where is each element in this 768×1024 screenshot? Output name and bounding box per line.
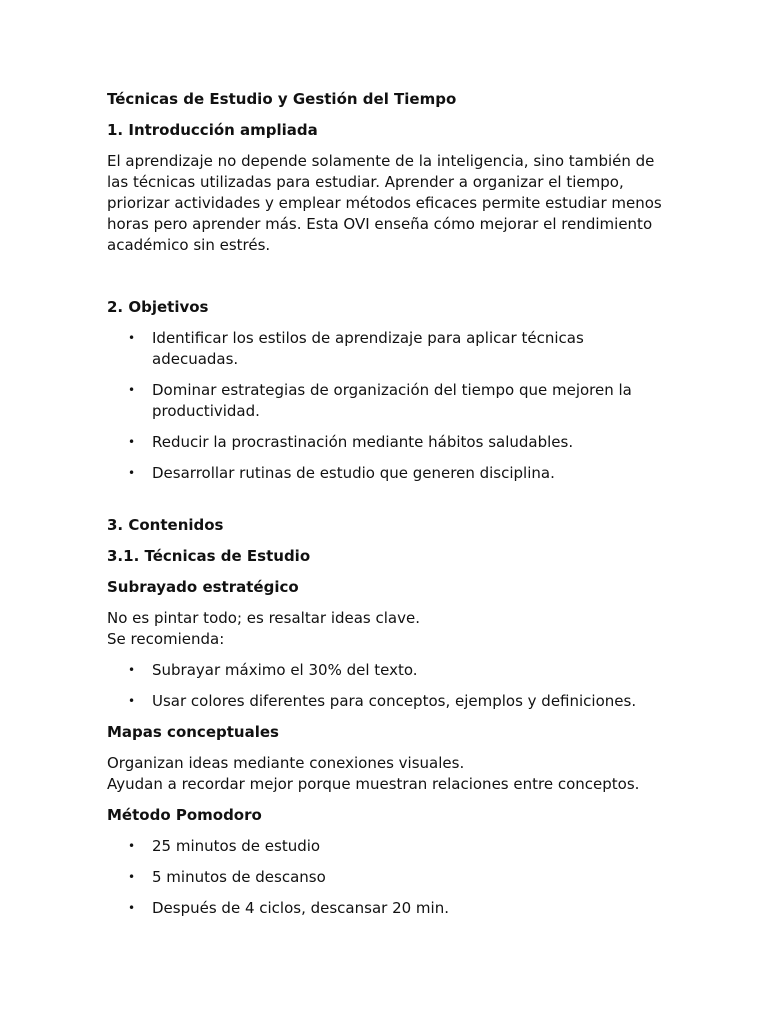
list-item <box>107 328 667 370</box>
intro-heading: 1. Introducción ampliada <box>107 121 318 139</box>
concept-maps-heading: Mapas conceptuales <box>107 723 279 741</box>
bullet-icon: • <box>128 383 136 397</box>
pomodoro-list <box>107 836 667 919</box>
list-item <box>107 380 667 422</box>
document-page <box>107 89 667 919</box>
bullet-icon: • <box>128 331 136 345</box>
list-item <box>107 660 667 681</box>
objective-text: Identificar los estilos de aprendizaje para aplicar técnicas adecuadas. <box>152 329 584 368</box>
underlining-heading: Subrayado estratégico <box>107 578 299 596</box>
bullet-icon: • <box>128 435 136 449</box>
pomodoro-item: 5 minutos de descanso <box>152 868 326 886</box>
objective-text: Desarrollar rutinas de estudio que generen disciplina. <box>152 464 555 482</box>
document-title: Técnicas de Estudio y Gestión del Tiempo <box>107 90 457 108</box>
bullet-icon: • <box>128 839 136 853</box>
underlining-line: Se recomienda: <box>107 630 225 648</box>
pomodoro-heading: Método Pomodoro <box>107 806 262 824</box>
bullet-icon: • <box>128 870 136 884</box>
objectives-heading: 2. Objetivos <box>107 298 209 316</box>
bullet-icon: • <box>128 901 136 915</box>
list-item <box>107 867 667 888</box>
objectives-list <box>107 328 667 484</box>
list-item <box>107 836 667 857</box>
list-item <box>107 691 667 712</box>
list-item <box>107 463 667 484</box>
study-techniques-heading: 3.1. Técnicas de Estudio <box>107 547 311 565</box>
pomodoro-item: Después de 4 ciclos, descansar 20 min. <box>152 899 449 917</box>
bullet-icon: • <box>128 663 136 677</box>
underlining-item: Usar colores diferentes para conceptos, ejemplos y definiciones. <box>152 692 637 710</box>
intro-paragraph: El aprendizaje no depende solamente de la inteligencia, sino también de las técnicas utilizadas para estudiar. Aprender a organizar el tiempo, priorizar actividades y emplear métodos eficaces permite estudiar menos horas pero aprender más. Esta OVI enseña cómo mejorar el rendimiento académico sin estrés. <box>107 152 662 254</box>
concept-maps-line: Organizan ideas mediante conexiones visuales. <box>107 754 465 772</box>
objective-text: Dominar estrategias de organización del tiempo que mejoren la productividad. <box>152 381 632 420</box>
bullet-icon: • <box>128 466 136 480</box>
bullet-icon: • <box>128 694 136 708</box>
underlining-line: No es pintar todo; es resaltar ideas clave. <box>107 609 420 627</box>
objective-text: Reducir la procrastinación mediante hábitos saludables. <box>152 433 574 451</box>
pomodoro-item: 25 minutos de estudio <box>152 837 321 855</box>
list-item <box>107 432 667 453</box>
concept-maps-line: Ayudan a recordar mejor porque muestran relaciones entre conceptos. <box>107 775 640 793</box>
list-item <box>107 898 667 919</box>
contents-heading: 3. Contenidos <box>107 516 224 534</box>
underlining-item: Subrayar máximo el 30% del texto. <box>152 661 418 679</box>
underlining-list <box>107 660 667 712</box>
